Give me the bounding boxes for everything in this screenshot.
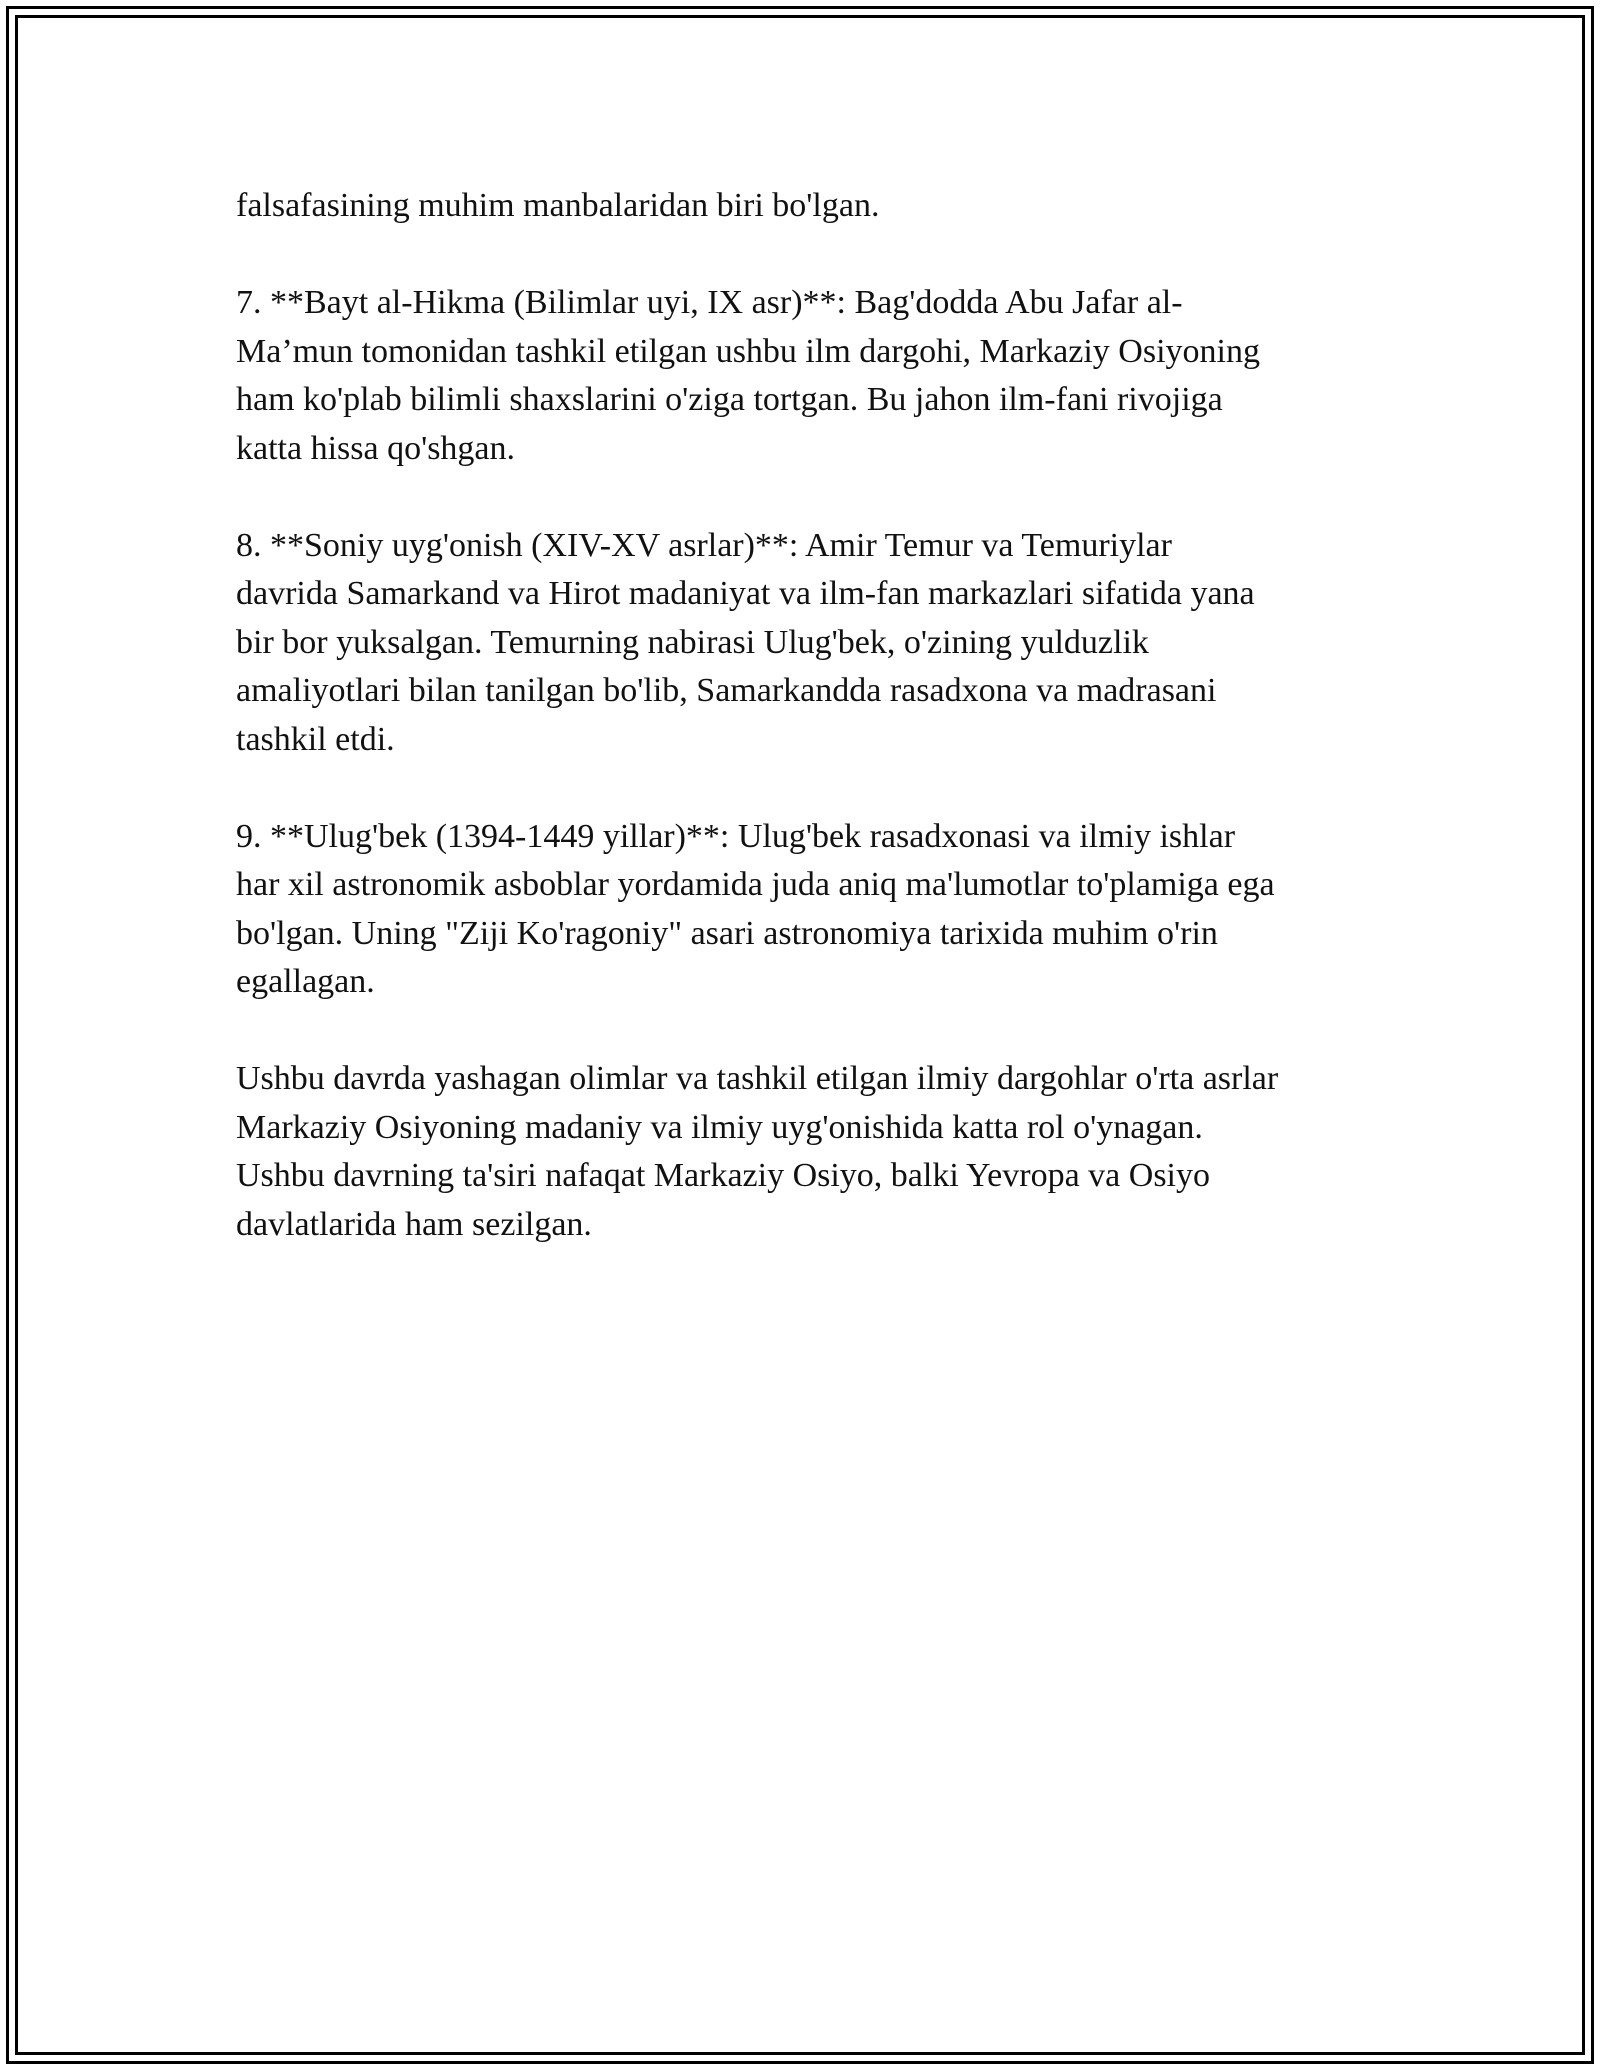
paragraph-item-8 <box>236 522 1386 765</box>
text-line: davlatlarida ham sezilgan. <box>236 1205 592 1243</box>
paragraph-item-9 <box>236 813 1386 1007</box>
text-line: Markaziy Osiyoning madaniy va ilmiy uyg'onishida katta rol o'ynagan. <box>236 1108 1203 1146</box>
text-line: 7. **Bayt al-Hikma (Bilimlar uyi, IX asr)**: Bag'dodda Abu Jafar al- <box>236 284 1183 321</box>
text-line: tashkil etdi. <box>236 720 395 758</box>
text-line: bo'lgan. Uning "Ziji Ko'ragoniy" asari astronomiya tarixida muhim o'rin <box>236 914 1218 952</box>
text-line: 9. **Ulug'bek (1394-1449 yillar)**: Ulug'bek rasadxonasi va ilmiy ishlar <box>236 817 1236 855</box>
text-line: davrida Samarkand va Hirot madaniyat va ilm-fan markazlari sifatida yana <box>236 575 1255 612</box>
text-line: Ma’mun tomonidan tashkil etilgan ushbu ilm dargohi, Markaziy Osiyoning <box>236 332 1260 370</box>
text-line: katta hissa qo'shgan. <box>236 429 516 467</box>
text-line: bir bor yuksalgan. Temurning nabirasi Ulug'bek, o'zining yulduzlik <box>236 623 1149 661</box>
text-line: amaliyotlari bilan tanilgan bo'lib, Samarkandda rasadxona va madrasani <box>236 672 1217 709</box>
text-line: har xil astronomik asboblar yordamida juda aniq ma'lumotlar to'plamiga ega <box>236 866 1275 903</box>
paragraph-conclusion <box>236 1055 1386 1249</box>
paragraph-continuation <box>236 182 1386 231</box>
text-line: egallagan. <box>236 963 375 1000</box>
text-line: Ushbu davrning ta'siri nafaqat Markaziy Osiyo, balki Yevropa va Osiyo <box>236 1157 1210 1194</box>
text-line: ham ko'plab bilimli shaxslarini o'ziga tortgan. Bu jahon ilm-fani rivojiga <box>236 381 1223 418</box>
text-line: 8. **Soniy uyg'onish (XIV-XV asrlar)**: Amir Temur va Temuriylar <box>236 526 1172 564</box>
text-line: Ushbu davrda yashagan olimlar va tashkil etilgan ilmiy dargohlar o'rta asrlar <box>236 1060 1279 1097</box>
paragraph-item-7 <box>236 279 1386 473</box>
document-body <box>236 182 1386 1298</box>
text-line: falsafasining muhim manbalaridan biri bo'lgan. <box>236 187 880 224</box>
